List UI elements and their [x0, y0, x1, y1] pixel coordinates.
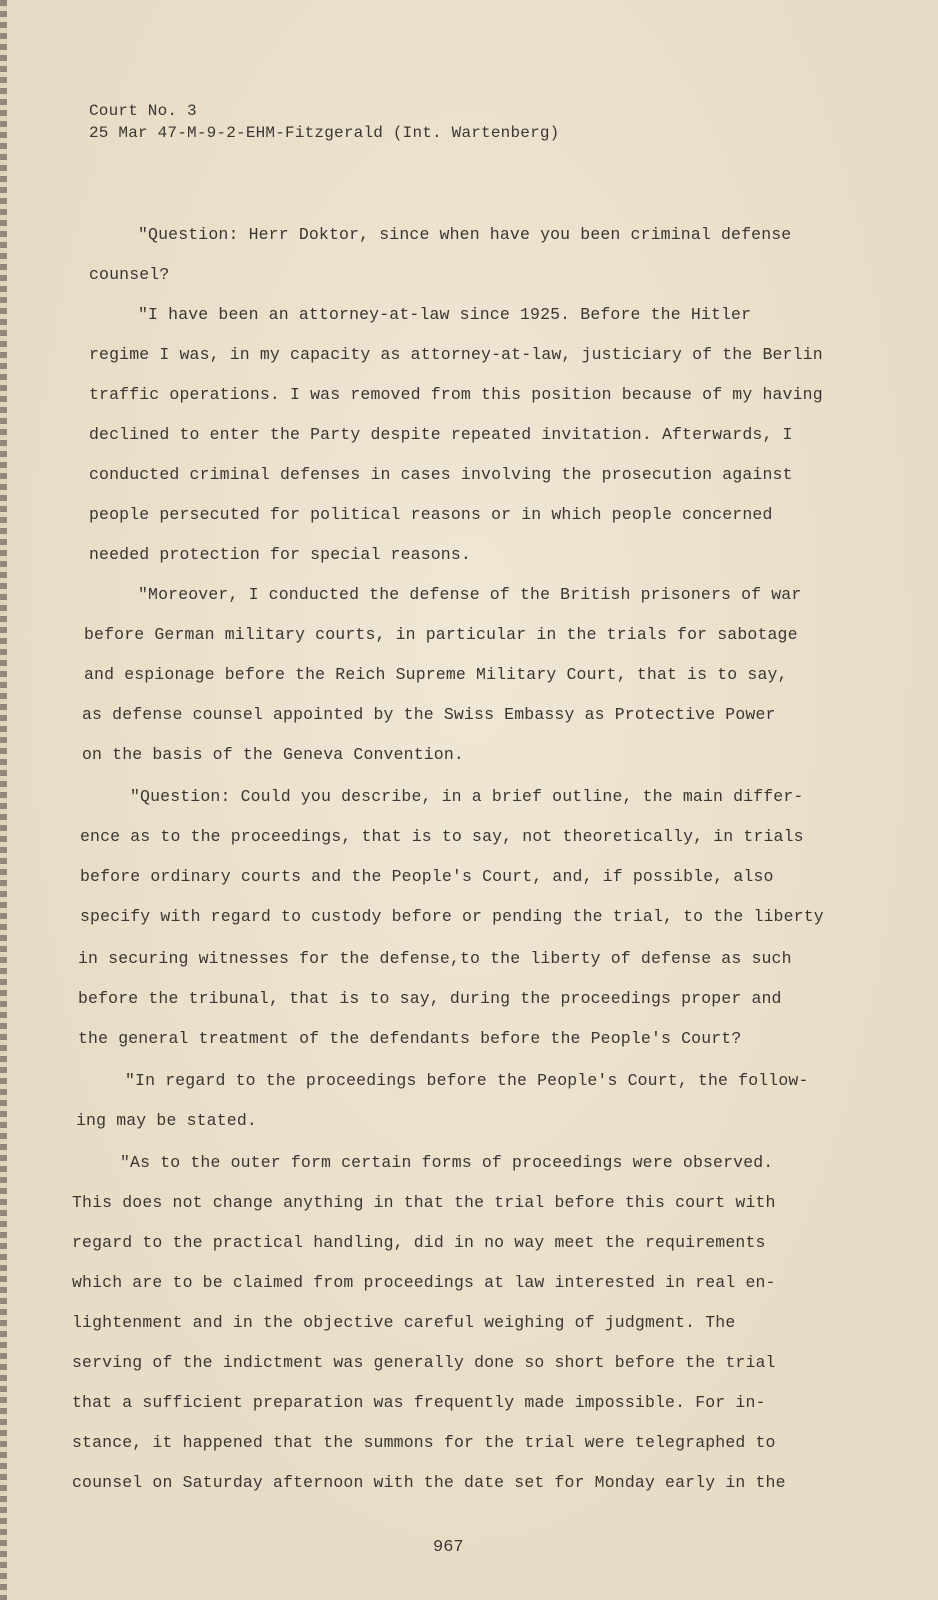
body-line: regard to the practical handling, did in no way meet the requirements: [72, 1233, 766, 1252]
body-line: counsel on Saturday afternoon with the date set for Monday early in the: [72, 1473, 786, 1492]
body-line: people persecuted for political reasons or in which people concerned: [89, 505, 773, 524]
body-line: as defense counsel appointed by the Swiss Embassy as Protective Power: [82, 705, 776, 724]
body-line: serving of the indictment was generally done so short before the trial: [72, 1353, 776, 1372]
court-number: Court No. 3: [89, 102, 197, 120]
body-line: before the tribunal, that is to say, during the proceedings proper and: [78, 989, 782, 1008]
body-line: before German military courts, in particular in the trials for sabotage: [84, 625, 798, 644]
body-line: declined to enter the Party despite repeated invitation. Afterwards, I: [89, 425, 793, 444]
body-line: "Question: Herr Doktor, since when have you been criminal defense: [138, 225, 792, 244]
body-line: needed protection for special reasons.: [89, 545, 471, 564]
page-number: 967: [433, 1538, 464, 1557]
body-line: specify with regard to custody before or pending the trial, to the liberty: [80, 907, 824, 926]
body-line: "I have been an attorney-at-law since 1925. Before the Hitler: [138, 305, 752, 324]
body-line: regime I was, in my capacity as attorney-at-law, justiciary of the Berlin: [89, 345, 823, 364]
body-line: that a sufficient preparation was frequently made impossible. For in-: [72, 1393, 766, 1412]
body-line: which are to be claimed from proceedings at law interested in real en-: [72, 1273, 776, 1292]
body-line: ence as to the proceedings, that is to say, not theoretically, in trials: [80, 827, 804, 846]
body-line: and espionage before the Reich Supreme Military Court, that is to say,: [84, 665, 788, 684]
body-line: before ordinary courts and the People's Court, and, if possible, also: [80, 867, 774, 886]
body-line: "In regard to the proceedings before the People's Court, the follow-: [125, 1071, 809, 1090]
body-line: in securing witnesses for the defense,to the liberty of defense as such: [78, 949, 792, 968]
body-line: "Moreover, I conducted the defense of the British prisoners of war: [138, 585, 802, 604]
document-reference: 25 Mar 47-M-9-2-EHM-Fitzgerald (Int. Wartenberg): [89, 124, 560, 142]
body-line: the general treatment of the defendants before the People's Court?: [78, 1029, 742, 1048]
body-line: conducted criminal defenses in cases involving the prosecution against: [89, 465, 793, 484]
document-header: [89, 100, 559, 144]
scan-edge: [0, 0, 7, 1600]
body-line: lightenment and in the objective careful weighing of judgment. The: [72, 1313, 736, 1332]
body-line: traffic operations. I was removed from this position because of my having: [89, 385, 823, 404]
body-line: on the basis of the Geneva Convention.: [82, 745, 464, 764]
body-line: "As to the outer form certain forms of proceedings were observed.: [120, 1153, 774, 1172]
body-line: stance, it happened that the summons for the trial were telegraphed to: [72, 1433, 776, 1452]
body-line: counsel?: [89, 265, 170, 284]
body-line: ing may be stated.: [76, 1111, 257, 1130]
body-line: This does not change anything in that the trial before this court with: [72, 1193, 776, 1212]
body-line: "Question: Could you describe, in a brief outline, the main differ-: [130, 787, 804, 806]
